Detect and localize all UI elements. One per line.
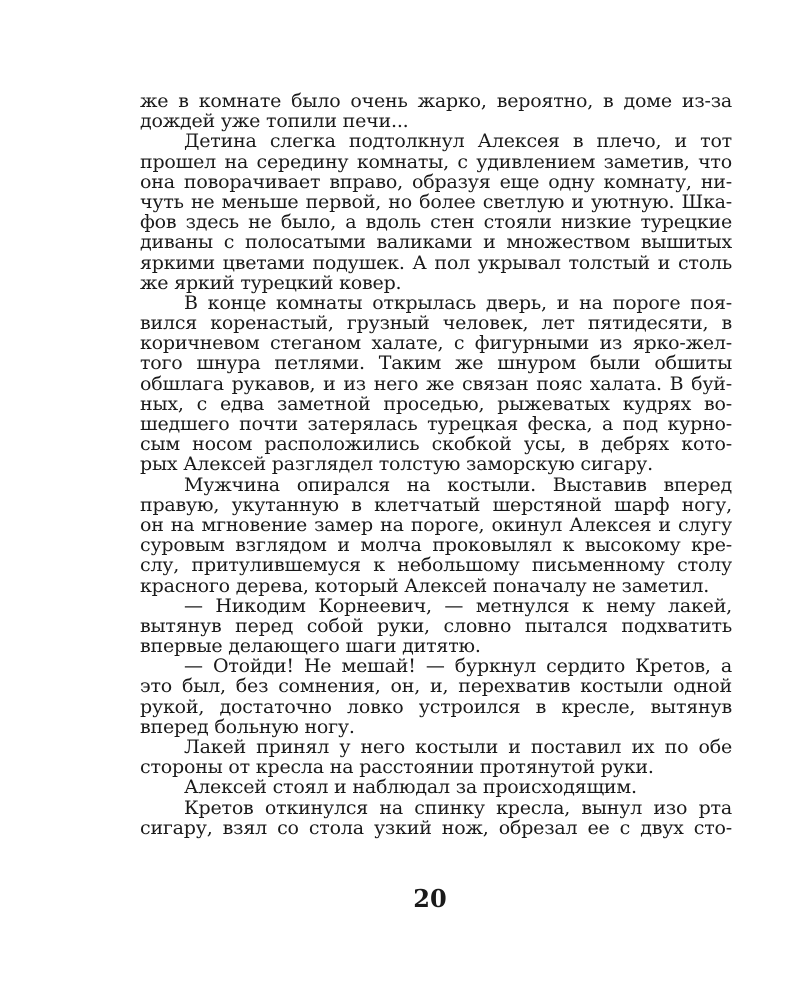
text-line: прошел на середину комнаты, с удивлением заметив, что <box>140 150 732 173</box>
text-line: рых Алексей разглядел толстую заморскую сигару. <box>140 453 653 476</box>
text-line: — Отойди! Не мешай! — буркнул сердито Кретов, а <box>184 655 732 678</box>
text-line: Лакей принял у него костыли и поставил их по обе <box>184 736 732 758</box>
text-line: Алексей стоял и наблюдал за происходящим. <box>184 776 637 799</box>
text-line: же в комнате было очень жарко, вероятно, в доме из-за <box>140 90 732 112</box>
text-line: яркими цветами подушек. А пол укрывал толстый и столь <box>140 251 732 274</box>
text-line: Кретов откинулся на спинку кресла, вынул изо рта <box>184 796 732 819</box>
body-text <box>140 91 732 838</box>
text-line: В конце комнаты открылась дверь, и на пороге поя- <box>184 291 732 314</box>
text-line: сигару, взял со стола узкий нож, обрезал ее с двух сто- <box>140 816 732 839</box>
text-line: дождей уже топили печи... <box>140 110 409 133</box>
text-line: он на мгновение замер на пороге, окинул Алексея и слугу <box>140 513 732 536</box>
text-line: Детина слегка подтолкнул Алексея в плечо, и тот <box>184 130 732 153</box>
text-line: рукой, достаточно ловко устроился в кресле, вытянув <box>140 695 732 718</box>
text-line: вился коренастый, грузный человек, лет пятидесяти, в <box>140 312 732 335</box>
text-line: вытянув перед собой руки, словно пытался подхватить <box>140 614 732 637</box>
text-line: слу, притулившемуся к небольшому письменному столу <box>140 554 732 577</box>
text-line: фов здесь не было, а вдоль стен стояли низкие турецкие <box>140 211 732 234</box>
text-line: обшлага рукавов, и из него же связан пояс халата. В буй- <box>140 372 732 395</box>
text-line: чуть не меньше первой, но более светлую и уютную. Шка- <box>140 190 732 213</box>
text-line: стороны от кресла на расстоянии протянутой руки. <box>140 756 654 779</box>
text-line: суровым взглядом и молча проковылял к высокому кре- <box>140 534 732 557</box>
text-line: коричневом стеганом халате, с фигурными из ярко-жел- <box>140 332 732 355</box>
text-line: вперед больную ногу. <box>140 715 355 738</box>
text-line: того шнура петлями. Таким же шнуром были обшиты <box>140 352 732 375</box>
text-line: шедшего почти затерялась турецкая феска, а под курно- <box>140 413 732 435</box>
page-number: 20 <box>413 884 447 913</box>
text-line: Мужчина опирался на костыли. Выставив вперед <box>184 473 732 496</box>
text-line: ных, с едва заметной проседью, рыжеватых кудрях во- <box>140 392 732 415</box>
text-line: диваны с полосатыми валиками и множеством вышитых <box>140 231 732 254</box>
text-line: же яркий турецкий ковер. <box>140 271 402 294</box>
text-line: она поворачивает вправо, образуя еще одну комнату, ни- <box>140 170 732 193</box>
text-line: впервые делающего шаги дитятю. <box>140 635 481 658</box>
text-line: — Никодим Корнеевич, — метнулся к нему лакей, <box>184 594 732 617</box>
text-line: красного дерева, который Алексей поначалу не заметил. <box>140 574 710 597</box>
text-line: правую, укутанную в клетчатый шерстяной шарф ногу, <box>140 493 732 516</box>
text-line: это был, без сомнения, он, и, перехватив костыли одной <box>140 675 732 698</box>
text-line: сым носом расположились скобкой усы, в дебрях кото- <box>140 433 732 456</box>
